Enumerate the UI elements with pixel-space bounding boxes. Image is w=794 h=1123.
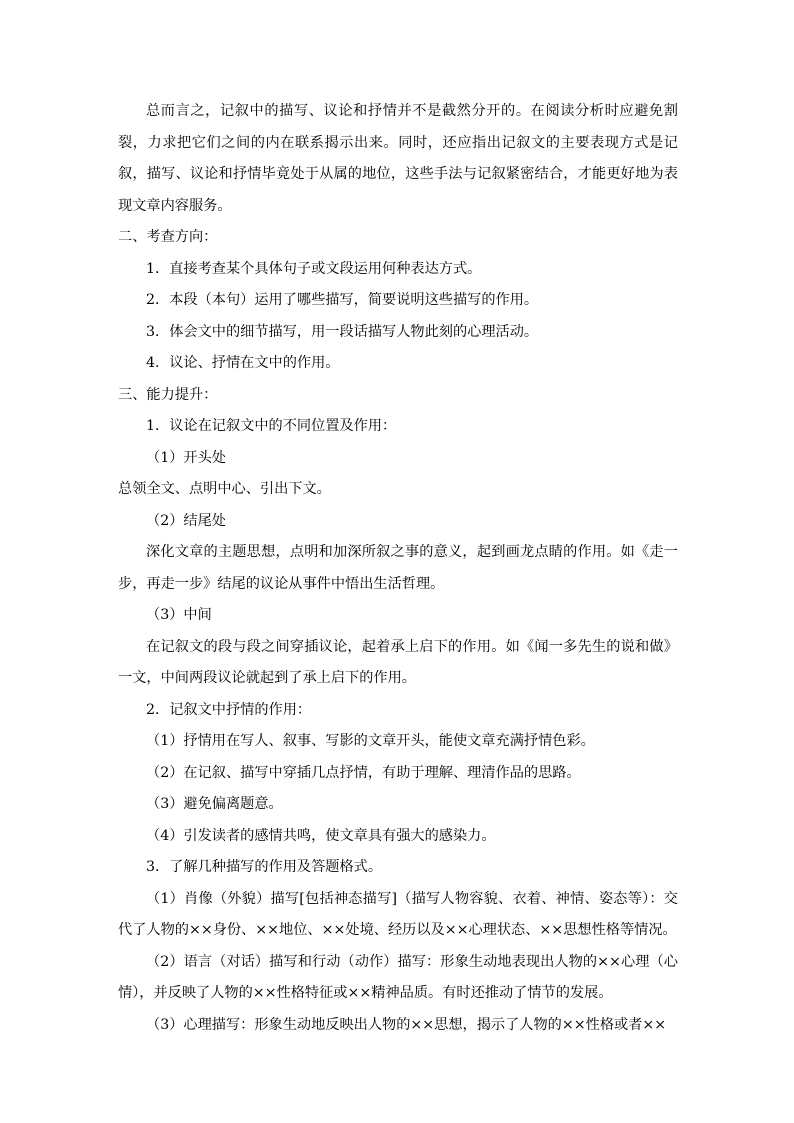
list-item: 3．了解几种描写的作用及答题格式。 — [146, 859, 383, 875]
list-item: （1）抒情用在写人、叙事、写影的文章开头，能使文章充满抒情色彩。 — [146, 733, 595, 749]
list-item: （3）避免偏离题意。 — [146, 796, 283, 812]
list-item: 2．记叙文中抒情的作用： — [146, 701, 312, 718]
sub-item-heading: （1）开头处 — [146, 449, 226, 466]
list-item: （1）肖像（外貌）描写[包括神态描写]（描写人物容貌、衣着、神情、姿态等）：交代了人物的××身份、××地位、××处境、经历以及××心理状态、××思想性格等情况。 — [118, 890, 678, 938]
section-heading-ability: 三、能力提升： — [118, 386, 218, 403]
list-item: 1．议论在记叙文中的不同位置及作用： — [146, 418, 397, 434]
document-body — [118, 96, 678, 1041]
list-item: （2）在记叙、描写中穿插几点抒情，有助于理解、理清作品的思路。 — [146, 764, 581, 781]
summary-paragraph: 总而言之，记叙中的描写、议论和抒情并不是截然分开的。在阅读分析时应避免割裂，力求把它们之间的内在联系揭示出来。同时，还应指出记叙文的主要表现方式是记叙，描写、议论和抒情毕竟处于从属的地位，这些手法与记叙紧密结合，才能更好地为表现文章内容服务。 — [118, 103, 678, 214]
list-item: （2）语言（对话）描写和行动（动作）描写：形象生动地表现出人物的××心理（心情），并反映了人物的××性格特征或××精神品质。有时还推动了情节的发展。 — [118, 953, 678, 1001]
list-item: （3）心理描写：形象生动地反映出人物的××思想，揭示了人物的××性格或者×× — [146, 1016, 667, 1033]
section-heading-exam-direction: 二、考查方向： — [118, 229, 218, 245]
list-item: 1．直接考查某个具体句子或文段运用何种表达方式。 — [146, 260, 482, 277]
sub-item-heading: （3）中间 — [146, 607, 212, 623]
body-paragraph: 总领全文、点明中心、引出下文。 — [118, 481, 331, 497]
body-paragraph: 在记叙文的段与段之间穿插议论，起着承上启下的作用。如《闻一多先生的说和做》一文，中间两段议论就起到了承上启下的作用。 — [118, 638, 678, 686]
list-item: 4．议论、抒情在文中的作用。 — [146, 355, 340, 371]
sub-item-heading: （2）结尾处 — [146, 512, 226, 529]
list-item: 3．体会文中的细节描写，用一段话描写人物此刻的心理活动。 — [146, 323, 539, 340]
list-item: 2．本段（本句）运用了哪些描写，简要说明这些描写的作用。 — [146, 292, 539, 308]
list-item: （4）引发读者的感情共鸣，使文章具有强大的感染力。 — [146, 827, 496, 844]
body-paragraph: 深化文章的主题思想，点明和加深所叙之事的意义，起到画龙点睛的作用。如《走一步，再走一步》结尾的议论从事件中悟出生活哲理。 — [118, 544, 678, 592]
